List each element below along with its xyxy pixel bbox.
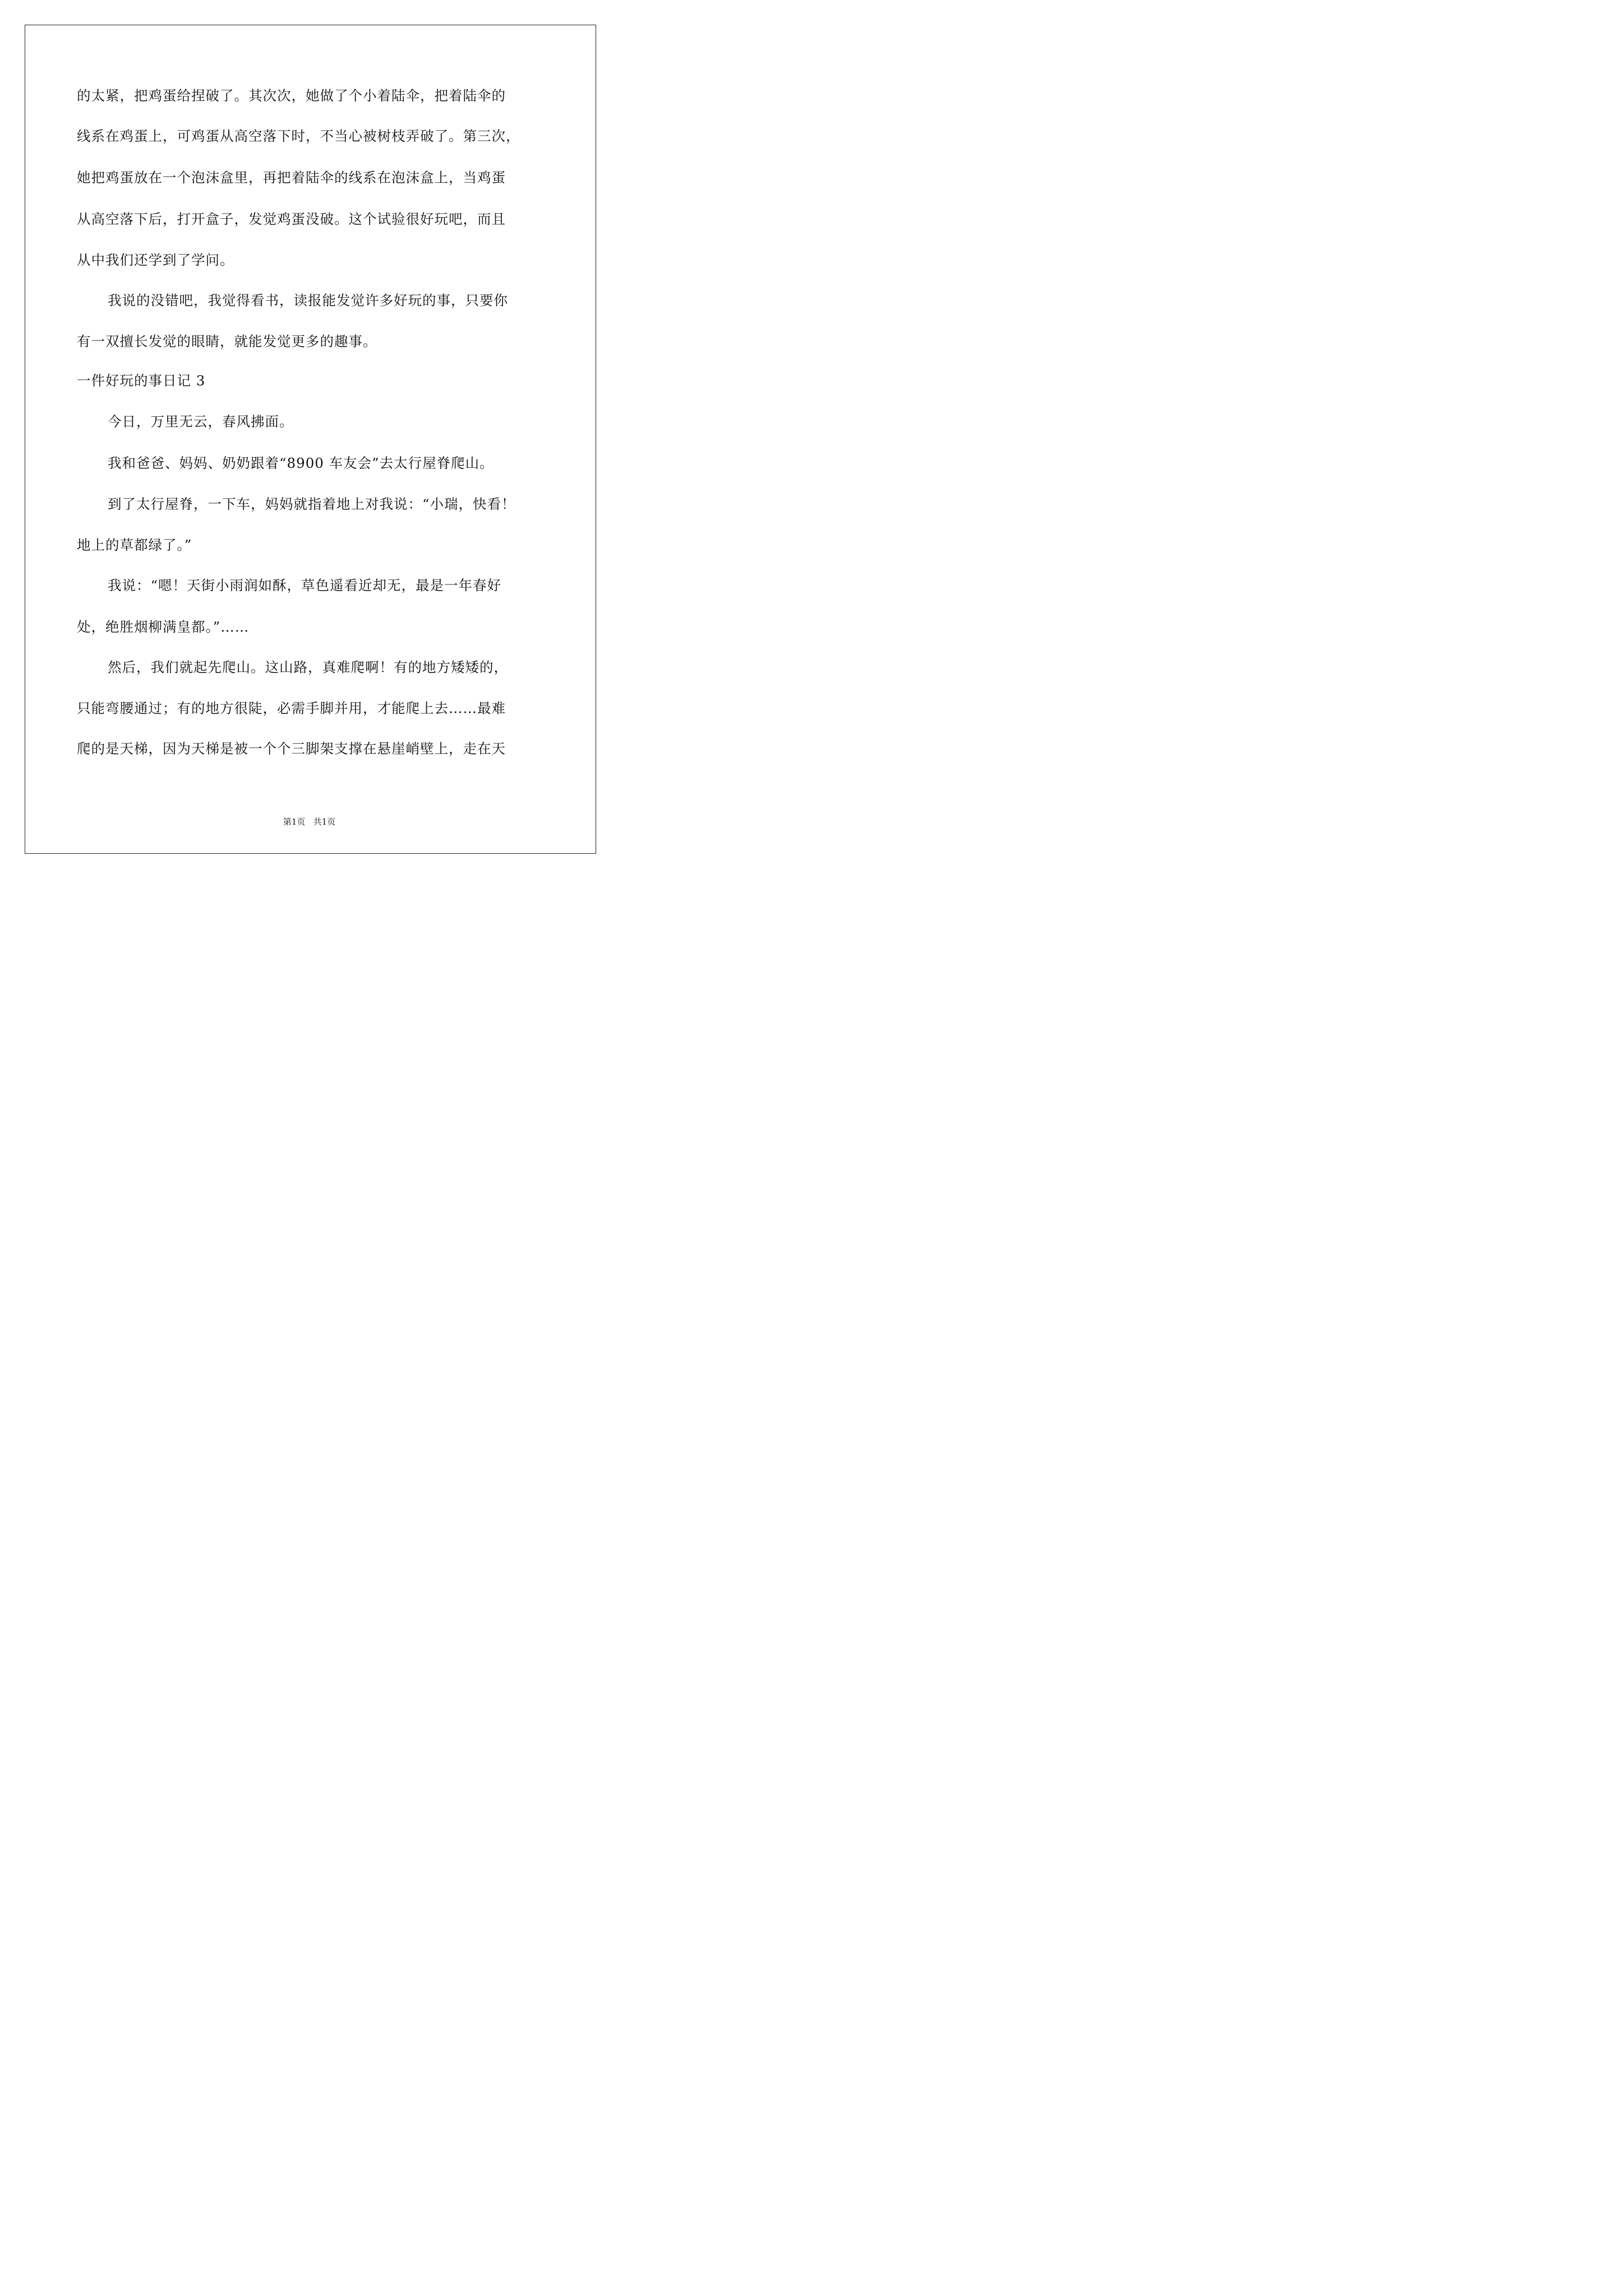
paragraph-start-line: 到了太行屋脊，一下车，妈妈就指着地上对我说：“小瑞，快看！ — [108, 496, 516, 512]
text-line: 线系在鸡蛋上，可鸡蛋从高空落下时，不当心被树枝弄破了。第三次， — [77, 128, 520, 144]
paragraph-start-line: 我和爸爸、妈妈、奶奶跟着“8900 车友会”去太行屋脊爬山。 — [108, 455, 494, 471]
text-line: 从中我们还学到了学问。 — [77, 252, 234, 268]
page-border — [25, 25, 596, 854]
paragraph-start-line: 我说：“嗯！天街小雨润如酥，草色遥看近却无，最是一年春好 — [108, 577, 502, 593]
text-line: 处，绝胜烟柳满皇都。”…… — [77, 619, 250, 635]
page-number-footer: 第1页 共1页 — [283, 817, 336, 827]
paragraph-start-line: 然后，我们就起先爬山。这山路，真难爬啊！有的地方矮矮的， — [108, 659, 508, 675]
paragraph-start-line: 我说的没错吧，我觉得看书，读报能发觉许多好玩的事，只要你 — [108, 292, 508, 309]
text-line: 有一双擅长发觉的眼睛，就能发觉更多的趣事。 — [77, 333, 377, 349]
text-line: 只能弯腰通过；有的地方很陡，必需手脚并用，才能爬上去……最难 — [77, 700, 506, 716]
text-line: 地上的草都绿了。” — [77, 537, 192, 553]
text-line: 爬的是天梯，因为天梯是被一个个三脚架支撑在悬崖峭壁上，走在天 — [77, 740, 506, 757]
text-line: 从高空落下后，打开盒子，发觉鸡蛋没破。这个试验很好玩吧，而且 — [77, 211, 506, 227]
paragraph-start-line: 今日，万里无云，春风拂面。 — [108, 413, 294, 430]
section-heading: 一件好玩的事日记 3 — [77, 372, 206, 389]
text-line: 的太紧，把鸡蛋给捏破了。其次次，她做了个小着陆伞，把着陆伞的 — [77, 88, 506, 104]
text-line: 她把鸡蛋放在一个泡沫盒里，再把着陆伞的线系在泡沫盒上，当鸡蛋 — [77, 169, 506, 186]
